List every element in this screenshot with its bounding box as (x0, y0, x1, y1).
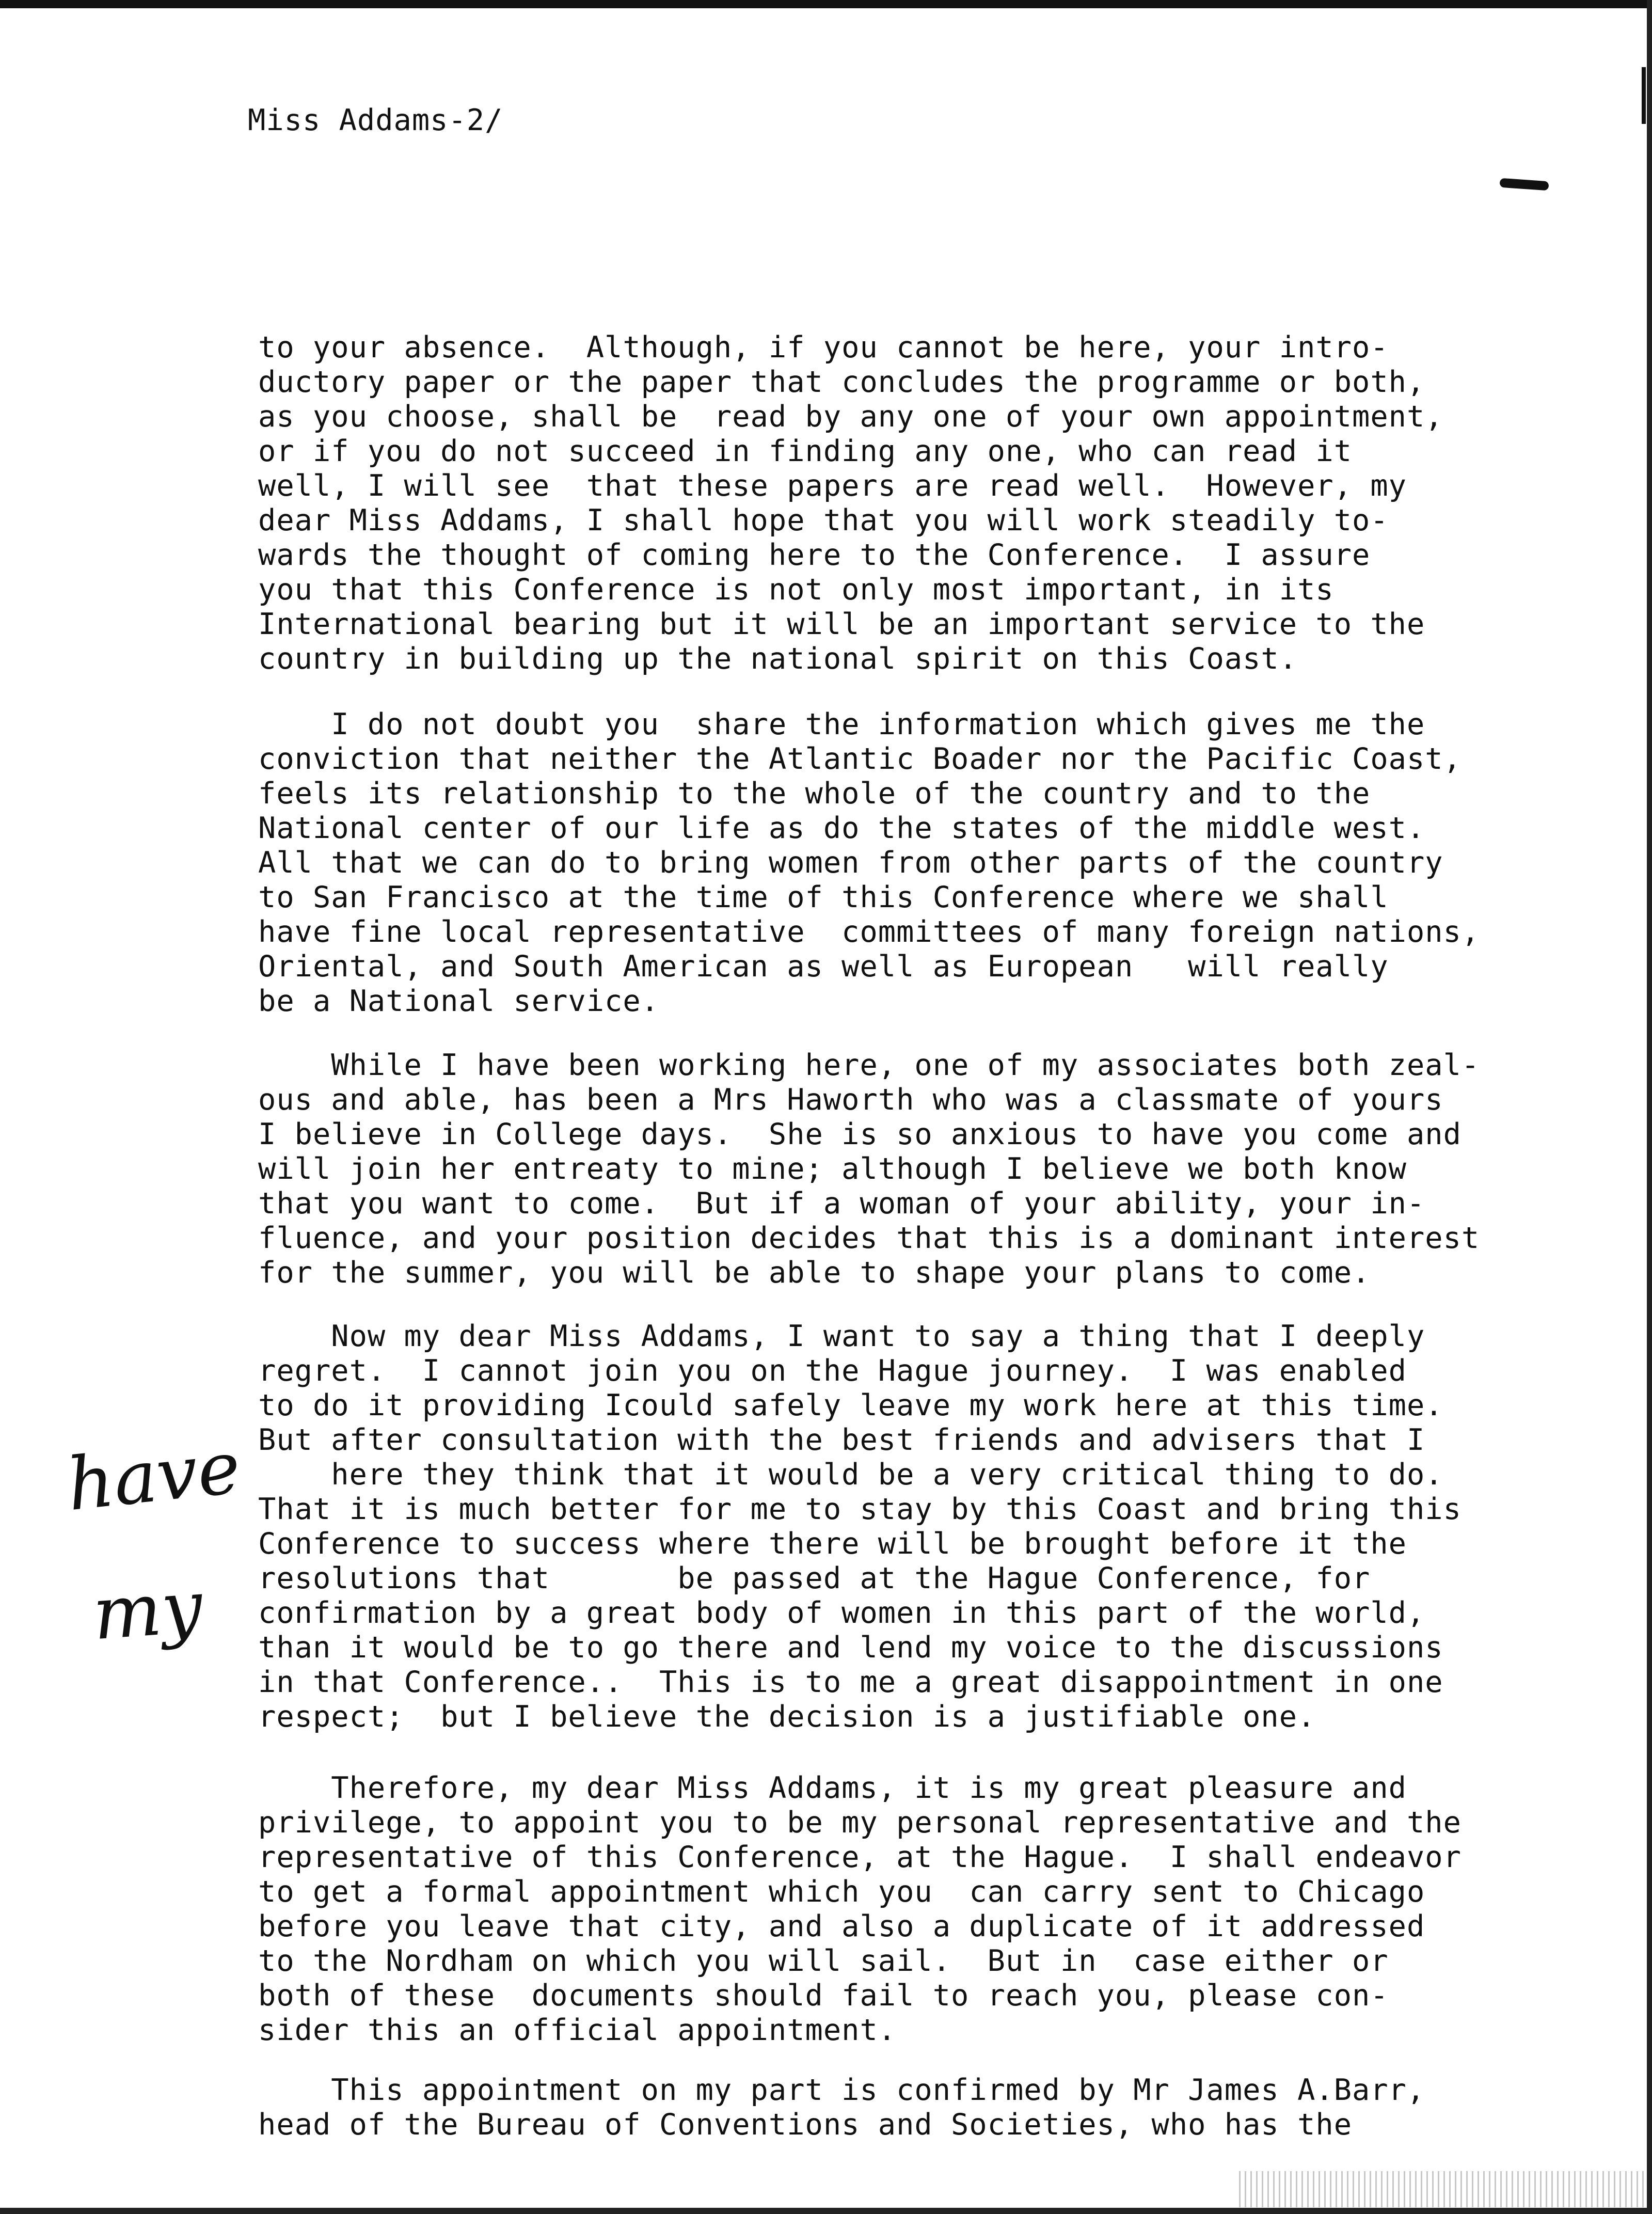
text-line: National center of our life as do the states of the middle west. (258, 811, 1425, 845)
scan-right-edge (1647, 0, 1652, 2214)
scan-noise (1239, 2171, 1647, 2207)
text-line: resolutions that be passed at the Hague Conference, for (258, 1561, 1371, 1595)
text-line: Now my dear Miss Addams, I want to say a thing that I deeply (258, 1319, 1425, 1353)
text-line: as you choose, shall be read by any one of your own appointment, (258, 400, 1443, 434)
text-line: you that this Conference is not only most important, in its (258, 573, 1334, 607)
text-line: That it is much better for me to stay by this Coast and bring this (258, 1492, 1462, 1526)
handwritten-margin-note: have (63, 1425, 245, 1528)
text-line: will join her entreaty to mine; although I believe we both know (258, 1152, 1407, 1186)
text-line: Oriental, and South American as well as European will really (258, 950, 1389, 984)
ink-dash-mark (1499, 178, 1549, 191)
text-line: Therefore, my dear Miss Addams, it is my great pleasure and (258, 1771, 1407, 1805)
text-line: to the Nordham on which you will sail. But in case either or (258, 1944, 1389, 1978)
text-line: have fine local representative committees of many foreign nations, (258, 915, 1480, 949)
text-line: privilege, to appoint you to be my personal representative and the (258, 1806, 1462, 1840)
text-line: confirmation by a great body of women in this part of the world, (258, 1596, 1425, 1630)
text-line: I believe in College days. She is so anxious to have you come and (258, 1117, 1462, 1151)
text-line: here they think that it would be a very critical thing to do. (258, 1458, 1443, 1492)
text-line: sider this an official appointment. (258, 2013, 897, 2047)
scan-top-edge (0, 0, 1652, 8)
text-line: I do not doubt you share the information which gives me the (258, 707, 1425, 741)
text-line: respect; but I believe the decision is a justifiable one. (258, 1700, 1316, 1734)
text-line: Conference to success where there will be brought before it the (258, 1527, 1407, 1561)
paragraph-4 (258, 1319, 1462, 1734)
text-line: feels its relationship to the whole of the country and to the (258, 777, 1371, 811)
text-line: International bearing but it will be an important service to the (258, 607, 1425, 641)
text-line: than it would be to go there and lend my voice to the discussions (258, 1631, 1443, 1665)
text-line: to get a formal appointment which you can carry sent to Chicago (258, 1875, 1425, 1909)
text-line: representative of this Conference, at the Hague. I shall endeavor (258, 1840, 1462, 1874)
text-line: for the summer, you will be able to shape your plans to come. (258, 1256, 1371, 1290)
scan-bottom-edge (0, 2208, 1652, 2214)
text-line: be a National service. (258, 984, 659, 1018)
ink-edge-mark (1642, 67, 1646, 124)
text-line: that you want to come. But if a woman of your ability, your in- (258, 1187, 1425, 1221)
text-line: All that we can do to bring women from other parts of the country (258, 846, 1443, 880)
text-line: But after consultation with the best friends and advisers that I (258, 1423, 1425, 1457)
text-line: in that Conference.. This is to me a great disappointment in one (258, 1665, 1443, 1699)
text-line: to do it providing Icould safely leave my work here at this time. (258, 1388, 1443, 1422)
text-line: While I have been working here, one of my associates both zeal- (258, 1048, 1480, 1082)
text-line: country in building up the national spirit on this Coast. (258, 642, 1298, 676)
text-line: or if you do not succeed in finding any one, who can read it (258, 434, 1353, 468)
text-line: wards the thought of coming here to the Conference. I assure (258, 538, 1371, 572)
paragraph-2 (258, 707, 1480, 1019)
text-line: both of these documents should fail to reach you, please con- (258, 1979, 1389, 2013)
text-line: well, I will see that these papers are read well. However, my (258, 469, 1407, 503)
page-header: Miss Addams-2/ (248, 103, 503, 137)
paragraph-5 (258, 1771, 1462, 2048)
handwritten-margin-note: my (90, 1564, 205, 1657)
text-line: to San Francisco at the time of this Conference where we shall (258, 880, 1389, 914)
paragraph-6 (258, 2073, 1425, 2142)
text-line: head of the Bureau of Conventions and Societies, who has the (258, 2108, 1353, 2142)
text-line: conviction that neither the Atlantic Boader nor the Pacific Coast, (258, 742, 1462, 776)
text-line: ductory paper or the paper that concludes the programme or both, (258, 365, 1425, 399)
paragraph-1 (258, 330, 1443, 676)
text-line: to your absence. Although, if you cannot be here, your intro- (258, 330, 1389, 365)
paragraph-3 (258, 1048, 1480, 1290)
text-line: fluence, and your position decides that this is a dominant interest (258, 1221, 1480, 1255)
text-line: This appointment on my part is confirmed by Mr James A.Barr, (258, 2073, 1425, 2107)
text-line: regret. I cannot join you on the Hague journey. I was enabled (258, 1354, 1407, 1388)
text-line: ous and able, has been a Mrs Haworth who was a classmate of yours (258, 1083, 1443, 1117)
text-line: before you leave that city, and also a duplicate of it addressed (258, 1909, 1425, 1943)
text-line: dear Miss Addams, I shall hope that you will work steadily to- (258, 503, 1389, 537)
